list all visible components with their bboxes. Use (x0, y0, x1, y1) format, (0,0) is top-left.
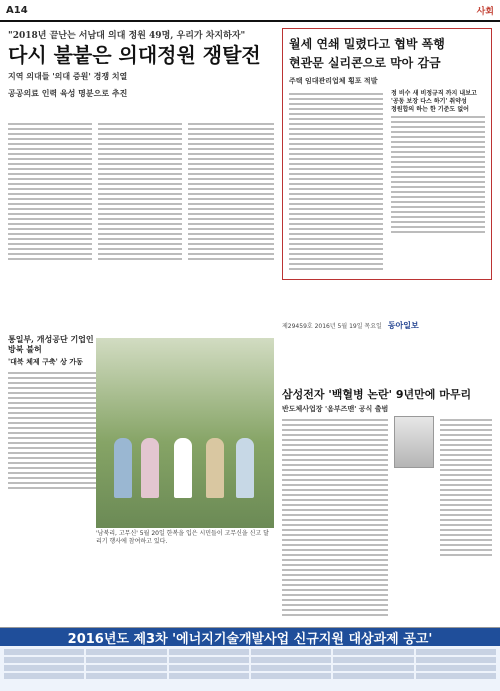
right-top-headline-1: 월세 연쇄 밀렸다고 협박 폭행 (289, 37, 445, 51)
second-article (8, 334, 98, 574)
lead-subhead-1: 지역 의대들 '의대 증원' 경쟁 치열 (8, 71, 128, 81)
right-mid-headline-3: 정원합의 하는 한 기준도 없어 (391, 105, 469, 113)
right-mid-headline-1: 정 비수 새 비정규직 까지 내보고 (391, 90, 477, 97)
person-figure-2 (141, 438, 159, 498)
bottom-story (282, 386, 492, 624)
bottom-headline-2: 반도체사업장 '옴부즈맨' 공식 출범 (282, 405, 389, 413)
right-top-headline-2: 현관문 실리콘으로 막아 감금 (289, 56, 441, 70)
brand-logo: 동아일보 (387, 320, 419, 330)
right-top-subhead: 주택 임대관리업체 횡포 적발 (289, 77, 378, 85)
issue-date: 제29459호 2016년 5월 19일 목요일 (282, 322, 382, 330)
page-number: A14 (6, 4, 28, 16)
event-photo (96, 338, 274, 528)
second-headline-1: 통일부, 개성공단 기업인 방북 불허 (8, 334, 94, 355)
portrait-photo (394, 416, 434, 468)
bottom-headline-1: 삼성전자 '백혈병 논란' 9년만에 마무리 (282, 388, 472, 401)
right-mid-headline-2: '공동 보장 다스 하기' 취약성 (391, 97, 467, 105)
lead-subhead-2: 공공의료 인력 육성 명분으로 추진 (8, 88, 128, 99)
ad-table (0, 646, 500, 682)
person-figure-5 (236, 438, 254, 498)
second-headline-2: '대북 체제 구축' 상 가동 (8, 356, 83, 366)
lead-headline: 다시 불붙은 의대정원 쟁탈전 (8, 43, 261, 67)
person-figure-4 (206, 438, 224, 498)
ad-title: 2016년도 제3차 '에너지기술개발사업 신규지원 대상과제 공고' (0, 628, 500, 646)
person-figure-3 (174, 438, 192, 498)
text-column-1 (8, 120, 92, 330)
right-column (282, 28, 492, 622)
right-top-story (282, 28, 492, 280)
lead-kicker: "2018년 끝난는 서남대 의대 정원 49명, 우리가 차지하자" (8, 31, 246, 41)
advertisement (0, 627, 500, 691)
text-column-3 (188, 120, 274, 330)
text-column-2 (98, 120, 182, 330)
section-name: 사회 (476, 6, 494, 17)
photo-caption: '남북리, 고무신' 5월 20일 한복을 입은 시민들이 고무신을 신고 달리기 행사에 참여하고 있다. (96, 530, 269, 545)
person-figure-1 (114, 438, 132, 498)
